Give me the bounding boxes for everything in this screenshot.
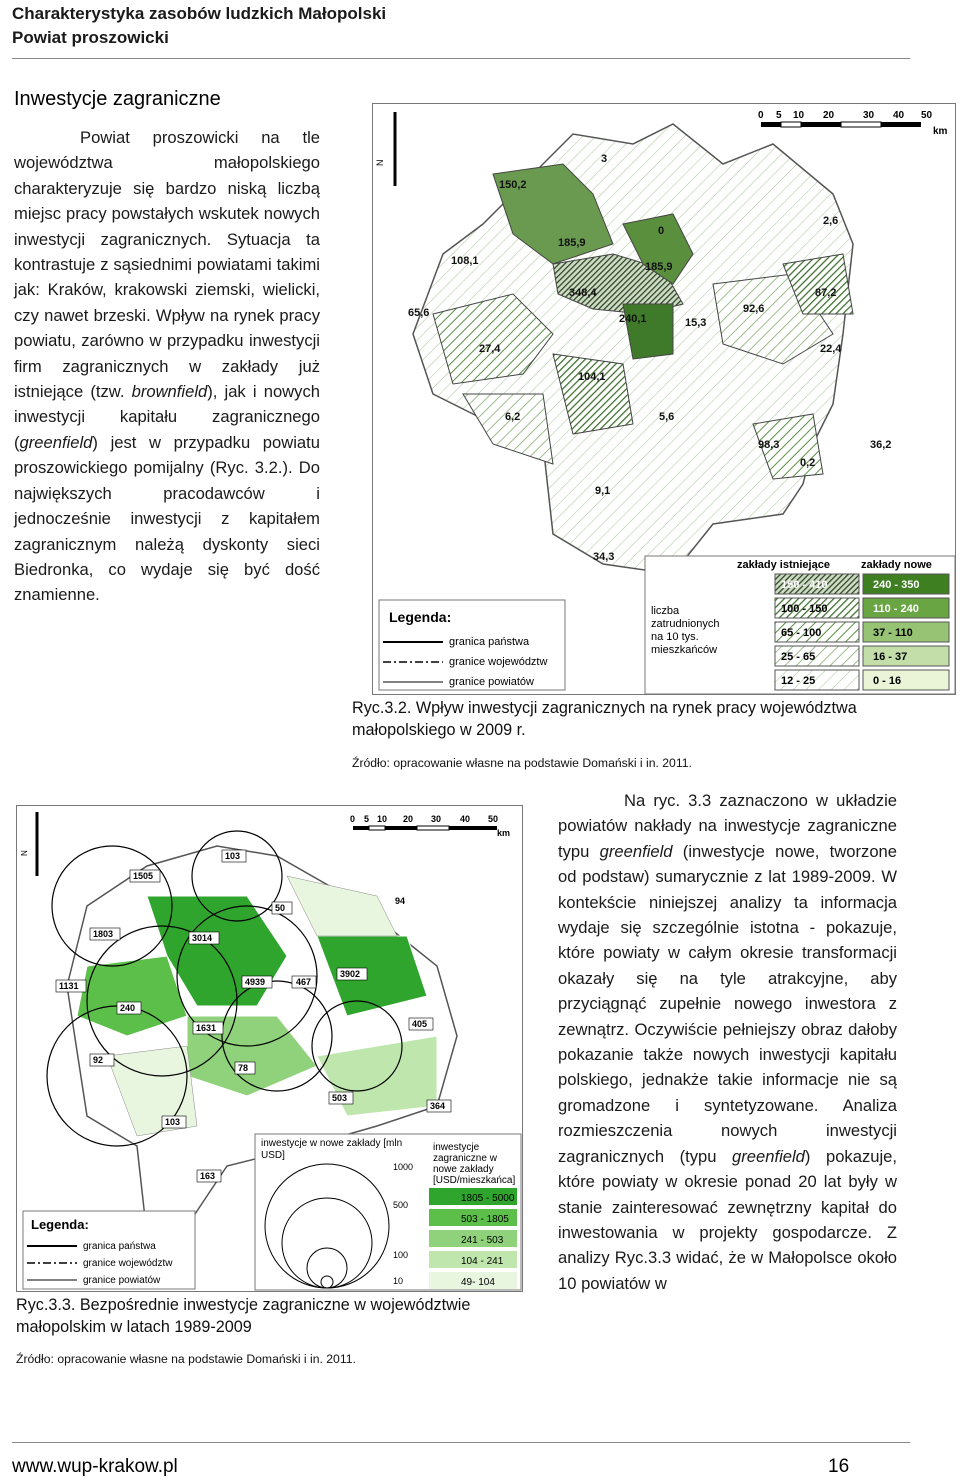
svg-text:49- 104: 49- 104 xyxy=(461,1277,495,1288)
svg-text:granica państwa: granica państwa xyxy=(449,636,530,648)
svg-text:3902: 3902 xyxy=(340,969,361,979)
right-text-column xyxy=(558,788,897,1296)
svg-text:1805 - 5000: 1805 - 5000 xyxy=(461,1193,515,1204)
svg-text:granice województw: granice województw xyxy=(83,1258,173,1269)
value-label: 3 xyxy=(601,153,608,165)
svg-text:163: 163 xyxy=(200,1171,216,1181)
value-label: 34,3 xyxy=(593,551,615,563)
svg-text:liczbazatrudnionychna 10 tys.m: liczba zatrudnionych na 10 tys. mieszkańców xyxy=(651,605,720,656)
svg-text:94: 94 xyxy=(395,896,406,906)
value-label: 150,2 xyxy=(499,179,527,191)
header-title: Charakterystyka zasobów ludzkich Małopolski xyxy=(12,4,387,23)
svg-text:20: 20 xyxy=(823,110,835,121)
svg-text:30: 30 xyxy=(431,814,442,824)
value-label: 92,6 xyxy=(743,303,765,315)
svg-text:37 - 110: 37 - 110 xyxy=(873,627,913,639)
svg-text:1131: 1131 xyxy=(59,981,79,991)
svg-text:3014: 3014 xyxy=(192,933,213,943)
svg-text:granice powiatów: granice powiatów xyxy=(83,1275,161,1286)
value-label: 240,1 xyxy=(619,313,647,325)
map1-svg xyxy=(373,104,955,694)
svg-text:20: 20 xyxy=(403,814,414,824)
svg-text:100 - 150: 100 - 150 xyxy=(781,603,828,615)
page-number: 16 xyxy=(828,1456,850,1477)
svg-text:40: 40 xyxy=(460,814,471,824)
svg-text:1803: 1803 xyxy=(93,929,114,939)
svg-text:65 - 100: 65 - 100 xyxy=(781,627,822,639)
value-label: 6,2 xyxy=(505,411,521,423)
svg-text:Legenda:: Legenda: xyxy=(389,609,452,625)
svg-text:granice powiatów: granice powiatów xyxy=(449,676,534,688)
svg-text:0 - 16: 0 - 16 xyxy=(873,675,902,687)
svg-text:364: 364 xyxy=(430,1101,446,1111)
svg-text:503: 503 xyxy=(332,1093,348,1103)
svg-text:Legenda:: Legenda: xyxy=(31,1217,89,1232)
svg-text:0: 0 xyxy=(758,110,764,121)
svg-text:103: 103 xyxy=(225,851,241,861)
value-label: 104,1 xyxy=(578,371,606,383)
svg-text:103: 103 xyxy=(165,1117,181,1127)
footer-url[interactable]: www.wup-krakow.pl xyxy=(12,1456,178,1477)
map1-class-legend xyxy=(645,556,955,694)
figure-caption: Ryc.3.3. Bezpośrednie inwestycje zagraniczne w województwie małopolskim w latach 1989-2009 xyxy=(16,1296,471,1336)
value-label: 87,2 xyxy=(815,287,837,299)
svg-text:1000: 1000 xyxy=(393,1162,414,1172)
left-text-column xyxy=(14,125,320,608)
map-greenfield-investment xyxy=(16,805,523,1292)
value-label: 9,1 xyxy=(595,485,611,497)
document-header xyxy=(12,2,386,50)
svg-text:1631: 1631 xyxy=(196,1023,217,1033)
map2-size-legend xyxy=(255,1134,521,1290)
section-title: Inwestycje zagraniczne xyxy=(14,88,221,110)
svg-text:5: 5 xyxy=(364,814,370,824)
svg-text:granica państwa: granica państwa xyxy=(83,1241,156,1252)
map2-line-legend xyxy=(23,1211,195,1289)
svg-text:10: 10 xyxy=(393,1276,404,1286)
svg-text:4939: 4939 xyxy=(245,977,266,987)
svg-text:467: 467 xyxy=(296,977,312,987)
north-arrow-icon xyxy=(20,812,37,876)
svg-text:N: N xyxy=(375,159,385,166)
map-labour-market-impact xyxy=(372,103,956,695)
figure-source: Źródło: opracowanie własne na podstawie Domański i in. 2011. xyxy=(352,756,692,770)
svg-text:km: km xyxy=(933,126,948,137)
svg-text:1505: 1505 xyxy=(133,871,154,881)
svg-text:500: 500 xyxy=(393,1200,409,1210)
footer-divider xyxy=(12,1442,910,1443)
svg-text:78: 78 xyxy=(238,1063,249,1073)
figure-source: Źródło: opracowanie własne na podstawie Domański i in. 2011. xyxy=(16,1352,356,1366)
svg-text:inwestycjezagraniczne wnowe za: inwestycje zagraniczne w nowe zakłady [USD/mieszkańca] xyxy=(433,1142,516,1186)
value-label: 0,2 xyxy=(800,457,816,469)
svg-text:30: 30 xyxy=(863,110,875,121)
svg-text:25 - 65: 25 - 65 xyxy=(781,651,816,663)
header-divider xyxy=(12,58,910,59)
svg-text:5: 5 xyxy=(776,110,782,121)
value-label: 36,2 xyxy=(870,439,892,451)
value-label: 108,1 xyxy=(451,255,479,267)
value-label: 98,3 xyxy=(758,439,780,451)
svg-text:granice województw: granice województw xyxy=(449,656,548,668)
paragraph: Na ryc. 3.3 zaznaczono w układzie powiatów nakłady na inwestycje zagraniczne typu greenfield (inwestycje nowe, tworzone od podstaw) sumarycznie z lat 1989-2009. W kontekście niniejszej analizy ta informacja wydaje się szczególnie istotna - pokazuje, które powiaty w całym okresie transformacji okazały się na tyle atrakcyjne, aby przyciągnąć zupełnie nowego inwestora z zewnątrz. Oczywiście pełniejszy obraz dałoby pokazanie także nowych inwestycji kapitału polskiego, jednakże takie informacje nie są gromadzone i syntetyzowane. Analiza rozmieszczenia nowych inwestycji zagranicznych (typu greenfield) pokazuje, które powiaty w okresie ponad 20 lat były w stanie zainteresować zewnętrzny kapitał do inwestowania w projekty gospodarcze. Z analizy Ryc.3.3 widać, że w Małopolsce około 10 powiatów w xyxy=(558,791,897,1293)
svg-text:40: 40 xyxy=(893,110,905,121)
svg-text:503 - 1805: 503 - 1805 xyxy=(461,1214,509,1225)
value-label: 348,4 xyxy=(569,287,597,299)
svg-text:inwestycje w nowe zakłady [mln: inwestycje w nowe zakłady [mln USD] xyxy=(261,1138,403,1161)
value-label: 22,4 xyxy=(820,343,842,355)
svg-text:0: 0 xyxy=(350,814,356,824)
svg-text:100: 100 xyxy=(393,1250,409,1260)
svg-text:zakłady nowe: zakłady nowe xyxy=(861,559,932,571)
svg-text:92: 92 xyxy=(93,1055,104,1065)
value-label: 185,9 xyxy=(645,261,673,273)
svg-text:50: 50 xyxy=(275,903,286,913)
north-arrow-icon xyxy=(375,112,395,186)
district-southwest xyxy=(463,394,553,464)
svg-text:12 - 25: 12 - 25 xyxy=(781,675,816,687)
scale-bar xyxy=(758,110,948,137)
svg-text:zakłady istniejące: zakłady istniejące xyxy=(737,559,830,571)
svg-text:km: km xyxy=(497,828,511,838)
svg-text:150 - 410: 150 - 410 xyxy=(781,579,828,591)
svg-text:110 - 240: 110 - 240 xyxy=(873,603,919,615)
svg-text:240 - 350: 240 - 350 xyxy=(873,579,920,591)
svg-text:240: 240 xyxy=(120,1003,136,1013)
svg-text:405: 405 xyxy=(412,1019,428,1029)
svg-text:10: 10 xyxy=(377,814,388,824)
value-label: 2,6 xyxy=(823,215,839,227)
map1-line-legend xyxy=(379,600,565,690)
map2-svg xyxy=(17,806,522,1291)
scale-bar xyxy=(350,814,510,838)
svg-text:104 - 241: 104 - 241 xyxy=(461,1256,504,1267)
value-label: 0 xyxy=(658,225,665,237)
figure-caption: Ryc.3.2. Wpływ inwestycji zagranicznych na rynek pracy województwa małopolskiego w 2009 r. xyxy=(352,699,857,739)
value-label: 185,9 xyxy=(558,237,586,249)
value-label: 15,3 xyxy=(685,317,707,329)
svg-text:10: 10 xyxy=(793,110,805,121)
value-label: 5,6 xyxy=(659,411,675,423)
value-label: 65,6 xyxy=(408,307,430,319)
svg-text:N: N xyxy=(20,850,29,856)
value-label: 27,4 xyxy=(479,343,501,355)
svg-text:241 - 503: 241 - 503 xyxy=(461,1235,504,1246)
header-subtitle: Powiat proszowicki xyxy=(12,28,169,47)
svg-text:16 - 37: 16 - 37 xyxy=(873,651,908,663)
paragraph: Powiat proszowicki na tle województwa małopolskiego charakteryzuje się bardzo niską liczbą miejsc pracy powstałych wskutek nowych inwestycji zagranicznych. Sytuacja ta kontrastuje z sąsiednimi powiatami takimi jak: Kraków, krakowski ziemski, wielicki, czy nawet brzeski. Wpływ na rynek pracy powiatu, zarówno w przypadku inwestycji firm zagranicznych w zakłady już istniejące (tzw. brownfield), jak i nowych inwestycji kapitału zagranicznego (greenfield) jest w przypadku powiatu proszowickiego pomijalny (Ryc. 3.2.). Do największych pracodawców i jednocześnie inwestycji z kapitałem zagranicznym należą dyskonty sieci Biedronka, co wydaje się być dość znamienne. xyxy=(14,128,320,605)
svg-text:50: 50 xyxy=(488,814,499,824)
svg-text:50: 50 xyxy=(921,110,933,121)
